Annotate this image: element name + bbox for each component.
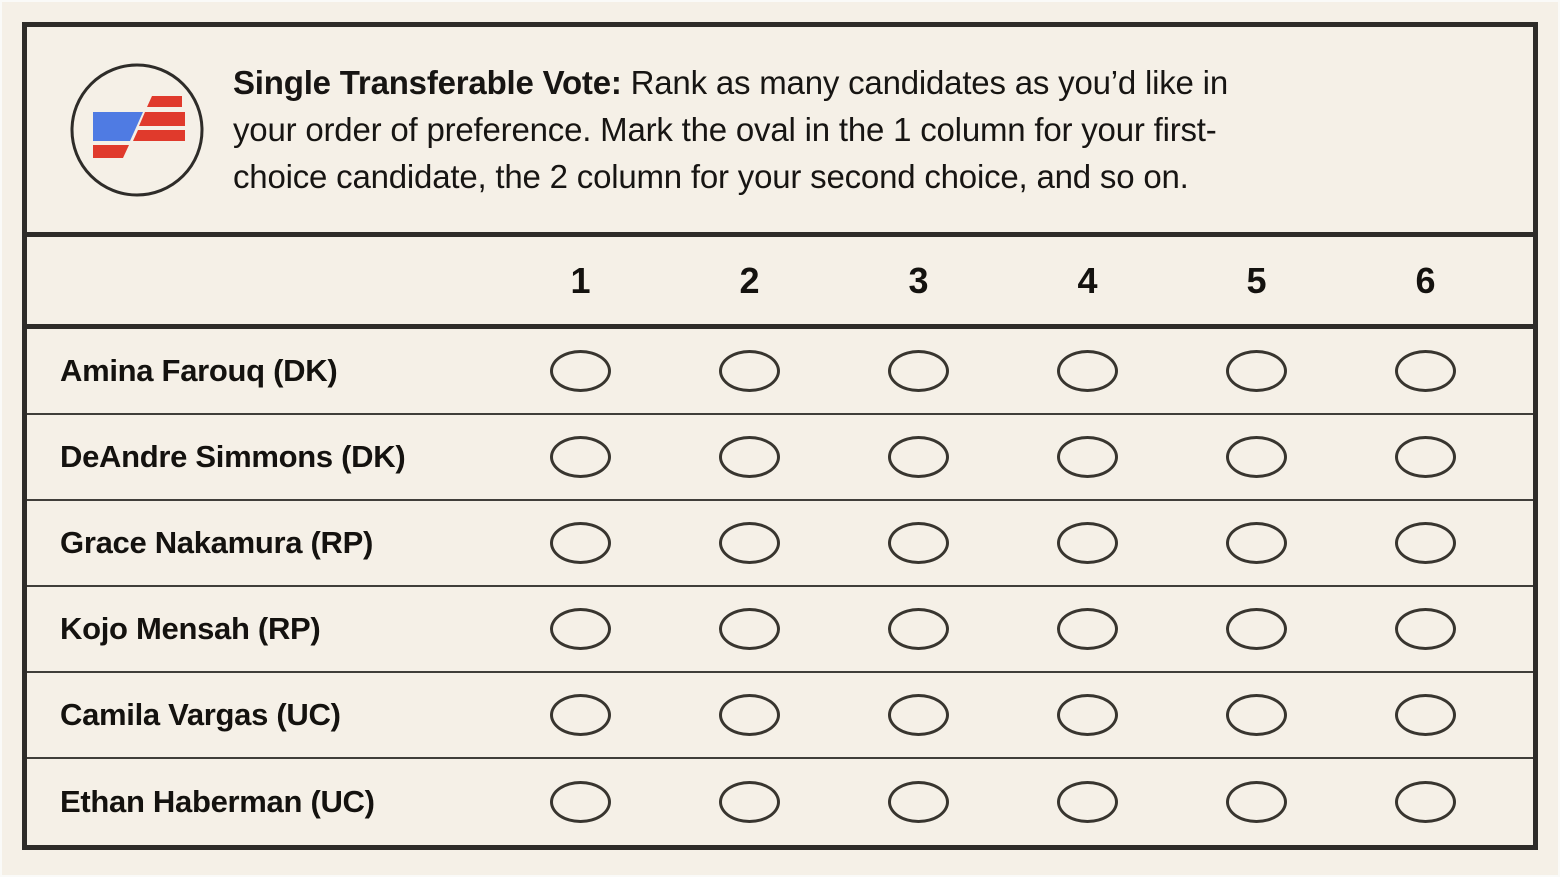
candidate-row-deandre-simmons <box>27 415 1533 501</box>
rank-column-header-4: 4 <box>1077 259 1098 301</box>
rank-oval-r3-c4[interactable] <box>1057 522 1118 564</box>
rank-column-header-2: 2 <box>739 259 760 301</box>
instructions-line-1 <box>233 59 1228 106</box>
instructions-title: Single Transferable Vote: <box>233 64 622 101</box>
candidate-row-camila-vargas <box>27 673 1533 759</box>
candidate-name: Ethan Haberman (UC) <box>60 784 375 819</box>
rank-oval-r4-c5[interactable] <box>1226 608 1287 650</box>
ballot-header <box>27 27 1533 237</box>
rank-oval-r6-c5[interactable] <box>1226 781 1287 823</box>
rank-oval-r1-c4[interactable] <box>1057 350 1118 392</box>
rank-oval-r5-c4[interactable] <box>1057 694 1118 736</box>
rank-oval-r2-c5[interactable] <box>1226 436 1287 478</box>
rank-oval-r6-c6[interactable] <box>1395 781 1456 823</box>
rank-column-header-3: 3 <box>908 259 929 301</box>
rank-header-row <box>27 237 1533 329</box>
ballot-card <box>22 22 1538 850</box>
rank-oval-r6-c1[interactable] <box>550 781 611 823</box>
rank-oval-r5-c6[interactable] <box>1395 694 1456 736</box>
candidate-name: DeAndre Simmons (DK) <box>60 439 406 474</box>
rank-oval-r2-c4[interactable] <box>1057 436 1118 478</box>
rank-column-header-6: 6 <box>1415 259 1436 301</box>
instructions-line-3: choice candidate, the 2 column for your second choice, and so on. <box>233 158 1189 195</box>
rank-column-header-5: 5 <box>1246 259 1267 301</box>
rank-oval-r3-c5[interactable] <box>1226 522 1287 564</box>
rank-oval-r5-c2[interactable] <box>719 694 780 736</box>
candidate-row-amina-farouq <box>27 329 1533 415</box>
candidate-row-grace-nakamura <box>27 501 1533 587</box>
candidate-row-ethan-haberman <box>27 759 1533 845</box>
rank-oval-r2-c2[interactable] <box>719 436 780 478</box>
rank-oval-r4-c1[interactable] <box>550 608 611 650</box>
rank-oval-r4-c2[interactable] <box>719 608 780 650</box>
rank-oval-r5-c5[interactable] <box>1226 694 1287 736</box>
rank-oval-r4-c6[interactable] <box>1395 608 1456 650</box>
candidate-name: Amina Farouq (DK) <box>60 353 338 388</box>
ballot-instructions <box>233 59 1228 200</box>
rank-oval-r4-c4[interactable] <box>1057 608 1118 650</box>
candidate-name: Grace Nakamura (RP) <box>60 525 374 560</box>
candidate-name: Kojo Mensah (RP) <box>60 611 321 646</box>
rank-oval-r1-c3[interactable] <box>888 350 949 392</box>
rank-oval-r4-c3[interactable] <box>888 608 949 650</box>
flag-logo-icon <box>69 62 205 198</box>
rank-oval-r3-c1[interactable] <box>550 522 611 564</box>
rank-oval-r1-c2[interactable] <box>719 350 780 392</box>
rank-oval-r2-c1[interactable] <box>550 436 611 478</box>
rank-oval-r3-c3[interactable] <box>888 522 949 564</box>
candidate-row-kojo-mensah <box>27 587 1533 673</box>
rank-oval-r2-c3[interactable] <box>888 436 949 478</box>
instructions-line-2: your order of preference. Mark the oval in the 1 column for your first- <box>233 111 1217 148</box>
rank-column-header-1: 1 <box>570 259 591 301</box>
candidate-name: Camila Vargas (UC) <box>60 697 341 732</box>
rank-oval-r3-c6[interactable] <box>1395 522 1456 564</box>
rank-oval-r1-c5[interactable] <box>1226 350 1287 392</box>
rank-oval-r1-c1[interactable] <box>550 350 611 392</box>
rank-oval-r3-c2[interactable] <box>719 522 780 564</box>
rank-oval-r5-c1[interactable] <box>550 694 611 736</box>
instructions-text-1: Rank as many candidates as you’d like in <box>621 64 1228 101</box>
rank-oval-r6-c4[interactable] <box>1057 781 1118 823</box>
rank-oval-r6-c3[interactable] <box>888 781 949 823</box>
rank-oval-r5-c3[interactable] <box>888 694 949 736</box>
rank-oval-r6-c2[interactable] <box>719 781 780 823</box>
rank-oval-r2-c6[interactable] <box>1395 436 1456 478</box>
rank-oval-r1-c6[interactable] <box>1395 350 1456 392</box>
